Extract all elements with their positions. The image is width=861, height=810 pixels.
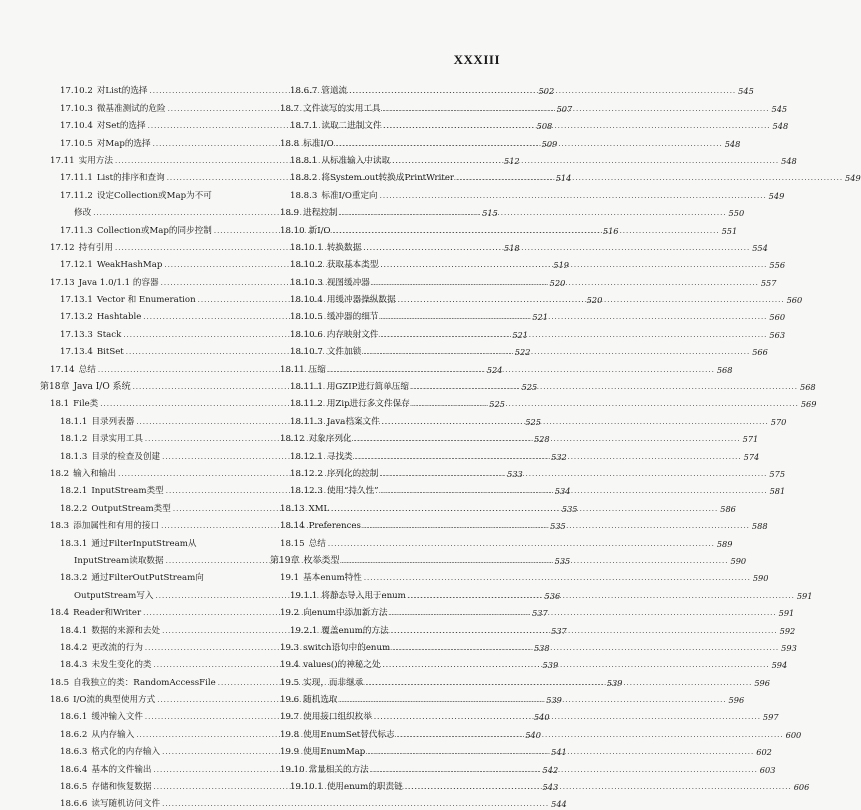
toc-entry-title: 枚举类型 [303, 555, 340, 566]
toc-entry-page: 540 [533, 712, 550, 723]
toc-entry-title: 进程控制 [303, 208, 338, 219]
toc-entry-number: 18.3.2 [60, 573, 88, 584]
toc-entry-number: 18.8.2 [290, 173, 318, 184]
toc-entry-title: OutputStream写入 [74, 590, 154, 601]
toc-entry-title: 输入和输出 [73, 468, 117, 479]
toc-entry-title: 持有引用 [78, 242, 113, 253]
toc-entry-number: 17.13.1 [60, 295, 93, 306]
toc-entry-page: 520 [549, 277, 566, 288]
toc-entry-number: 18.1.1 [60, 416, 88, 427]
toc-entry-title: 目录列表器 [91, 416, 135, 427]
toc-entry-page: 548 [781, 155, 797, 166]
toc-entry-number: 18.3.1 [60, 538, 88, 549]
toc-entry-number: 18.6.6 [60, 799, 88, 810]
toc-entry-title: 修改 [74, 208, 92, 219]
toc-entry-number: 18.6.7 [290, 86, 318, 97]
dot-leader [328, 539, 715, 550]
toc-entry-number: 17.13 [50, 277, 75, 288]
dot-leader [328, 365, 715, 376]
toc-entry-title: 转换数据 [326, 242, 362, 253]
toc-entry-page: 594 [771, 660, 788, 671]
toc-entry-number: 18.6.1 [60, 712, 88, 723]
toc-entry-title: 将静态导入用于enum [321, 590, 406, 601]
toc-entry-page: 591 [778, 608, 795, 619]
toc-entry-page: 597 [762, 712, 779, 723]
toc-entry-number: 18.8.3 [290, 190, 318, 201]
dot-leader [365, 678, 752, 689]
toc-entry-number: 18.4 [50, 608, 70, 619]
dot-leader [355, 452, 742, 463]
toc-entry-page: 524 [486, 364, 503, 375]
toc-entry-title: 实用方法 [78, 155, 113, 166]
toc-entry-number: 18.10.3 [290, 277, 323, 288]
dot-leader [384, 121, 771, 132]
toc-entry-number: 19.7 [280, 712, 300, 723]
dot-leader [372, 278, 759, 289]
toc-entry-page: 589 [716, 538, 733, 549]
toc-entry-title: 未发生变化的类 [91, 660, 152, 671]
dot-leader [411, 382, 798, 393]
toc-entry-title: 新I/O [308, 225, 331, 236]
toc-entry-title: 压缩 [308, 364, 326, 375]
toc-entry-page: 539 [546, 695, 562, 706]
toc-entry-title: Preferences [308, 521, 361, 532]
toc-entry-number: 18.10.6 [290, 329, 323, 340]
toc-entry-title: 添加属性和有用的接口 [73, 521, 160, 532]
toc-entry-number: 18.4.2 [60, 642, 88, 653]
toc-entry-number: 19.4 [280, 660, 300, 671]
dot-leader [408, 591, 795, 602]
dot-leader [383, 660, 770, 671]
toc-entry [270, 567, 769, 584]
toc-entry-title: 使用enum的职责链 [326, 782, 403, 793]
toc-entry-page: 535 [554, 555, 571, 566]
toc-entry [40, 567, 252, 584]
dot-leader [340, 208, 727, 219]
toc-entry-title: 内存映射文件 [326, 329, 379, 340]
dot-leader [382, 417, 769, 428]
toc-entry-title: 对Map的选择 [96, 138, 151, 149]
toc-entry-title: 更改流的行为 [91, 642, 143, 653]
toc-entry-number: 18.2.1 [60, 486, 88, 497]
toc-entry-title: 基本的文件输出 [91, 764, 152, 775]
toc-entry-number: 18.12 [280, 434, 305, 445]
toc-entry-page: 596 [754, 677, 770, 688]
toc-entry-number: 17.11.2 [60, 190, 93, 201]
toc-entry-number: 19.3 [280, 642, 300, 653]
toc-entry-page: 596 [728, 695, 745, 706]
toc-entry-page: 548 [772, 121, 789, 132]
toc-entry-number: 17.11.3 [60, 225, 93, 236]
toc-entry-page: 525 [489, 399, 505, 410]
toc-entry-title: values()的神秘之处 [303, 660, 381, 671]
toc-entry-number: 17.13.4 [60, 347, 93, 358]
toc-entry-title: I/O流的典型使用方式 [73, 695, 156, 706]
toc-entry-number: 18.7.1 [290, 121, 318, 132]
toc-entry-title: Java 1.0/1.1 的容器 [78, 277, 159, 288]
toc-entry-page: 545 [738, 86, 754, 97]
dot-leader [392, 156, 779, 167]
toc-entry-title: 读取二进制文件 [321, 121, 382, 132]
toc-entry-number: 17.10.3 [60, 103, 93, 114]
dot-leader [333, 226, 720, 237]
toc-entry-number: 18.2 [50, 468, 70, 479]
toc-entry-number: 18.6.4 [60, 764, 88, 775]
toc-entry-page: 535 [550, 521, 566, 532]
toc-entry-title: 寻找类 [326, 451, 353, 462]
dot-leader [363, 347, 750, 358]
toc-entry-page: 550 [728, 208, 745, 219]
toc-entry-title: 标准I/O [303, 138, 334, 149]
toc-entry [40, 184, 252, 201]
toc-entry-number: 18.10.5 [290, 312, 323, 323]
toc-entry-title: 设定Collection或Map为不可 [96, 190, 212, 201]
toc-entry-page: 538 [533, 642, 550, 653]
toc-entry-title: 标准I/O重定向 [321, 190, 378, 201]
toc-entry-page: 515 [482, 208, 498, 219]
dot-leader [380, 330, 767, 341]
dot-leader [456, 173, 843, 184]
dot-leader [405, 782, 792, 793]
toc-entry-page: 520 [586, 295, 603, 306]
toc-entry-page: 518 [504, 242, 520, 253]
toc-entry-number: 18.1.2 [60, 434, 88, 445]
dot-leader [398, 295, 785, 306]
toc-entry-title: 总结 [308, 538, 326, 549]
dot-leader [391, 626, 778, 637]
dot-leader [412, 399, 799, 410]
toc-entry-page: 570 [770, 416, 787, 427]
toc-entry-title: 对List的选择 [96, 86, 148, 97]
toc-entry-number: 17.10.5 [60, 138, 93, 149]
toc-entry-number: 18.10.1 [290, 242, 323, 253]
toc-entry-number: 17.13.3 [60, 329, 93, 340]
toc-entry-page: 606 [793, 782, 810, 793]
dot-leader [162, 799, 549, 810]
toc-entry-number: 19.2.1 [290, 625, 318, 636]
toc-entry-title: switch语句中的enum [303, 642, 391, 653]
toc-entry-page: 509 [541, 138, 558, 149]
toc-entry-title: 格式化的内存输入 [91, 747, 161, 758]
dot-leader [331, 504, 718, 515]
toc-entry-title: 从标准输入中读取 [321, 155, 391, 166]
toc-entry-page: 560 [786, 295, 803, 306]
toc-entry-title: BitSet [96, 347, 124, 358]
toc-entry-title: OutputStream类型 [91, 503, 171, 514]
dot-leader [354, 434, 741, 445]
toc-entry-title: 管道流 [321, 86, 348, 97]
dot-leader [341, 556, 728, 567]
toc-entry-title: XML [308, 503, 330, 514]
toc-entry-title: Java档案文件 [326, 416, 380, 427]
toc-entry-title: 读写随机访问文件 [91, 799, 161, 810]
toc-entry-page: 568 [716, 364, 733, 375]
toc-entry-title: 用缓冲器操纵数据 [326, 295, 396, 306]
toc-entry-page: 536 [544, 590, 561, 601]
toc-entry-page: 522 [514, 347, 531, 358]
toc-entry-number: 18.6.2 [60, 729, 88, 740]
toc-entry-number: 18.3 [50, 521, 70, 532]
dot-leader [340, 695, 727, 706]
toc-entry-number: 17.10.4 [60, 121, 93, 132]
toc-entry-title: WeakHashMap [96, 260, 163, 271]
dot-leader [380, 469, 767, 480]
toc-entry-number: 19.6 [280, 695, 300, 706]
toc-entry-number: 19.8 [280, 729, 300, 740]
toc-entry-page: 603 [759, 764, 776, 775]
toc-entry-page: 571 [742, 434, 759, 445]
toc-entry [270, 532, 733, 549]
toc-entry-page: 566 [752, 347, 768, 358]
dot-leader [374, 712, 761, 723]
toc-entry-page: 539 [606, 677, 623, 688]
toc-entry-number: 18.12.2 [290, 468, 323, 479]
dot-leader [383, 104, 770, 115]
dot-leader [371, 765, 758, 776]
toc-entry-page: 516 [602, 225, 619, 236]
toc-entry-page: 512 [504, 155, 520, 166]
dot-leader [390, 608, 777, 619]
toc-entry-page: 533 [507, 468, 523, 479]
toc-entry-page: 568 [800, 382, 816, 393]
toc-entry-title: 序列化的控制 [326, 468, 379, 479]
toc-entry-number: 17.12.1 [60, 260, 93, 271]
toc-entry-number: 17.11.1 [60, 173, 93, 184]
toc-entry-page: 521 [532, 312, 548, 323]
toc-entry-number: 19.2 [280, 608, 300, 619]
toc-entry-page: 549 [768, 190, 785, 201]
toc-entry-number: 18.8.1 [290, 155, 318, 166]
toc-entry-page: 540 [525, 729, 541, 740]
toc-entry-title: 文件加锁 [326, 347, 362, 358]
toc-entry-number: 18.2.2 [60, 503, 88, 514]
toc-entry-number: 18.6 [50, 695, 70, 706]
toc-entry-title: 从内存输入 [91, 729, 135, 740]
toc-entry-number: 17.13.2 [60, 312, 93, 323]
toc-entry-title: InputStream读取数据 [74, 555, 164, 566]
toc-entry-title: List的排序和查询 [96, 173, 165, 184]
page-number: XXXIII [453, 52, 500, 67]
dot-leader [363, 521, 750, 532]
toc-entry-title: 文件读写的实用工具 [303, 103, 381, 114]
toc-entry-title: 获取基本类型 [326, 260, 379, 271]
toc-entry-page: 563 [769, 329, 786, 340]
toc-entry-page: 528 [533, 434, 550, 445]
toc-entry-title: Vector 和 Enumeration [96, 295, 196, 306]
toc-entry-title: 缓冲器的细节 [326, 312, 379, 323]
toc-entry-title: 自我独立的类：RandomAccessFile [73, 677, 216, 688]
toc-entry-number: 18.6.3 [60, 747, 88, 758]
toc-entry-title: 使用接口组织枚举 [303, 712, 372, 723]
toc-entry-title: 通过FilterInputStream从 [91, 538, 197, 549]
dot-leader [380, 191, 767, 202]
toc-entry-number: 18.12.1 [290, 451, 323, 462]
toc-entry-title: 对象序列化 [308, 434, 352, 445]
toc-entry-number: 17.10.2 [60, 86, 93, 97]
toc-entry-title: File类 [73, 399, 99, 410]
toc-entry-number: 17.12 [50, 242, 75, 253]
toc-entry-number: 18.12.3 [290, 486, 323, 497]
toc-entry-page: 551 [721, 225, 738, 236]
toc-entry-title: 实现，而非继承 [303, 677, 364, 688]
toc-entry-title: 缓冲输入文件 [91, 712, 143, 723]
toc-entry-page: 508 [536, 121, 553, 132]
toc-entry-number: 18.11.2 [290, 399, 323, 410]
toc-entry-number: 18.4.3 [60, 660, 88, 671]
toc-entry-page: 537 [551, 625, 567, 636]
toc-entry-page: 557 [760, 277, 777, 288]
toc-entry-number: 19.1 [280, 573, 300, 584]
toc-entry-page: 588 [751, 521, 768, 532]
toc-entry-number: 18.1 [50, 399, 70, 410]
toc-entry-page: 549 [845, 173, 861, 184]
toc-entry-title: 存储和恢复数据 [91, 782, 152, 793]
toc-entry-page: 535 [561, 503, 578, 514]
toc-entry-title: 微基准测试的危险 [96, 103, 166, 114]
toc-entry-title: 目录的检查及创建 [91, 451, 161, 462]
toc-entry-title: Java I/O 系统 [73, 382, 131, 393]
toc-entry-number: 19.9 [280, 747, 300, 758]
toc-entry-number: 19.1.1 [290, 590, 318, 601]
toc-entry-number: 18.1.3 [60, 451, 88, 462]
dot-leader [380, 312, 767, 323]
toc-entry-page: 574 [743, 451, 760, 462]
toc-entry-page: 554 [752, 242, 768, 253]
dot-leader [392, 643, 779, 654]
toc-entry-page: 590 [752, 573, 769, 584]
toc-entry-page: 521 [512, 329, 528, 340]
toc-entry-page: 532 [551, 451, 567, 462]
toc-entry-title: InputStream类型 [91, 486, 164, 497]
toc-entry-page: 525 [525, 416, 541, 427]
toc-entry [40, 793, 567, 810]
toc-entry-page: 600 [785, 729, 802, 740]
toc-entry-number: 19.5 [280, 677, 300, 688]
toc-entry-number: 19.10 [280, 764, 305, 775]
toc-entry-number: 18.7 [280, 103, 300, 114]
toc-entry [40, 532, 252, 549]
toc-entry-page: 514 [555, 173, 572, 184]
dot-leader [381, 486, 768, 497]
toc-entry-title: 将System.out转换成PrintWriter [321, 173, 455, 184]
toc-entry-number: 18.15 [280, 538, 305, 549]
toc-entry-page: 591 [796, 590, 813, 601]
toc-entry-number: 18.14 [280, 521, 305, 532]
toc-entry-page: 581 [769, 486, 786, 497]
toc-entry-title: 用GZIP进行简单压缩 [326, 382, 409, 393]
toc-entry-page: 519 [553, 260, 570, 271]
toc-entry-number: 第18章 [40, 382, 70, 393]
toc-entry-page: 525 [521, 382, 538, 393]
toc-entry-title: 通过FilterOutPutStream向 [91, 573, 204, 584]
toc-entry-title: 数据的来源和去处 [91, 625, 161, 636]
toc-entry-title: Hashtable [96, 312, 142, 323]
toc-entry-title: 覆盖enum的方法 [321, 625, 389, 636]
toc-entry-number: 18.5 [50, 677, 70, 688]
toc-entry-title: Stack [96, 329, 122, 340]
toc-entry-page: 548 [724, 138, 741, 149]
toc-entry-number: 第19章 [270, 555, 300, 566]
toc-entry-title: 使用“持久性” [326, 486, 379, 497]
toc-entry-number: 18.4.1 [60, 625, 88, 636]
toc-entry-title: 用Zip进行多文件保存 [326, 399, 410, 410]
toc-entry [270, 184, 785, 201]
toc-entry-page: 602 [756, 747, 772, 758]
dot-leader [397, 730, 784, 741]
toc-entry-title: 向enum中添加新方法 [303, 608, 388, 619]
toc-entry-number: 18.9 [280, 208, 300, 219]
toc-entry [270, 202, 745, 219]
toc-entry-page: 586 [720, 503, 736, 514]
toc-entry-title: 总结 [78, 364, 96, 375]
toc-entry-page: 539 [542, 660, 559, 671]
dot-leader [380, 260, 767, 271]
toc-entry-title: 目录实用工具 [91, 434, 143, 445]
dot-leader [367, 747, 754, 758]
toc-entry-number: 18.10.7 [290, 347, 323, 358]
dot-leader [363, 243, 750, 254]
toc-entry-page: 544 [551, 799, 567, 810]
toc-entry-title: Reader和Writer [73, 608, 142, 619]
toc-entry-page: 542 [542, 764, 559, 775]
toc-entry-page: 590 [730, 555, 747, 566]
dot-leader [364, 573, 751, 584]
toc-entry-page: 560 [769, 312, 786, 323]
toc-entry-page: 575 [769, 468, 786, 479]
toc-entry-page: 556 [769, 260, 786, 271]
toc-entry-page: 507 [556, 103, 573, 114]
toc-entry-number: 17.11 [50, 155, 75, 166]
toc-entry-title: 基本enum特性 [303, 573, 362, 584]
toc-entry-title: 随机选取 [303, 695, 338, 706]
dot-leader [336, 139, 723, 150]
toc-entry-page: 534 [554, 486, 571, 497]
toc-entry-title: 使用EnumSet替代标志 [303, 729, 395, 740]
toc-entry-number: 18.13 [280, 503, 305, 514]
toc-entry-number: 18.8 [280, 138, 300, 149]
toc-entry-title: Collection或Map的同步控制 [96, 225, 212, 236]
toc-entry-number: 19.10.1 [290, 782, 323, 793]
toc-entry-number: 18.11 [280, 364, 305, 375]
toc-entry-title: 视图缓冲器 [326, 277, 370, 288]
toc-entry-number: 18.11.3 [290, 416, 323, 427]
toc-entry-number: 18.10.4 [290, 295, 323, 306]
toc-entry-number: 18.11.1 [290, 382, 323, 393]
toc-entry-title: 常量相关的方法 [308, 764, 369, 775]
toc-entry-page: 545 [771, 103, 788, 114]
toc-entry-number: 18.10.2 [290, 260, 323, 271]
toc-entry-page: 569 [800, 399, 817, 410]
toc-entry-page: 502 [538, 86, 555, 97]
toc-entry-number: 17.14 [50, 364, 75, 375]
toc-entry-number: 18.10 [280, 225, 305, 236]
dot-leader [349, 86, 736, 97]
toc-entry-title: 使用EnumMap [303, 747, 366, 758]
toc-entry-page: 593 [781, 642, 797, 653]
toc-entry-number: 18.6.5 [60, 782, 88, 793]
toc-entry-page: 537 [532, 608, 548, 619]
toc-entry-title: 对Set的选择 [96, 121, 146, 132]
toc-entry-page: 541 [551, 747, 567, 758]
toc-entry-page: 592 [779, 625, 796, 636]
toc-entry-page: 543 [542, 782, 559, 793]
